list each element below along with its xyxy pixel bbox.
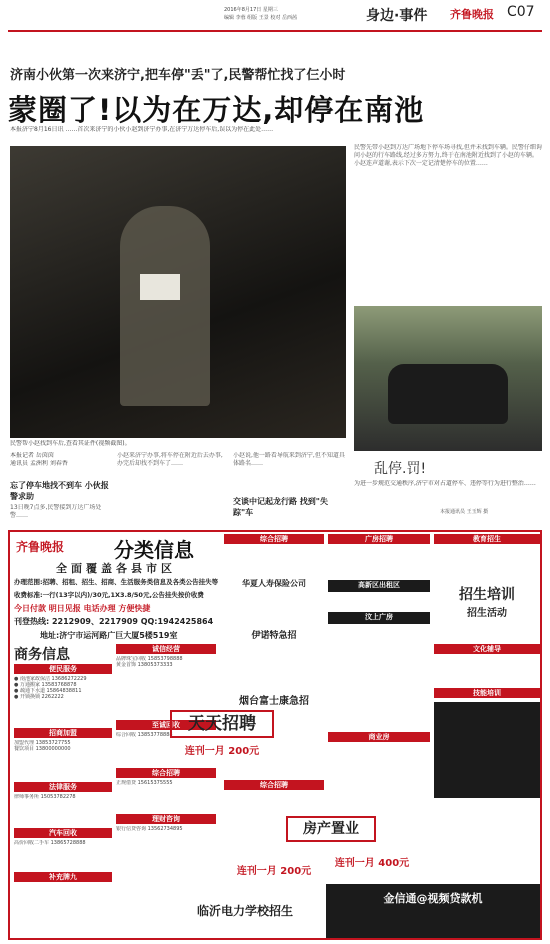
classified-scope: 办理范围:招聘、招租、招生、招商、生活服务类信息及各类公告挂失等 [14,578,219,586]
ad-real-estate: 房产置业 [286,816,376,842]
col4-head-2: 高新区出租区 [328,580,430,592]
article-body-2: 小赵来济宁办事,将车停在附近后去办事,办完后却找不到车了…… [117,452,223,467]
subhead-1: 忘了停车地找不到车 小伙报警求助 [10,481,109,501]
sidebar-head-extra: 补充牌九 [14,872,112,882]
col2-head-2: 至诚回收 [116,720,216,730]
classified-brand: 齐鲁晚报 [16,540,65,554]
article-photo-cars [354,306,542,451]
photo2-caption: 为进一步规范交通秩序,济宁市对占道停车、违停等行为进行整治…… [354,480,536,487]
byline-2: 通讯员 孟洲利 刘春香 [10,460,68,467]
ad-tiantian: 天天招聘 [170,710,274,738]
col4-head-4: 商业房 [328,732,430,742]
col5-head-2: 招生培训 [459,587,515,603]
classified-phone[interactable]: 刊登热线: 2212909、2217909 QQ:1942425864 [14,617,214,626]
classified-slogan: 今日付款 明日见报 电话办理 方便快捷 [14,604,151,613]
ad-video-loan: 金信通@视频贷款机 [326,884,540,938]
sidebar-list-2: 加盟代理 13853727755 餐饮项目 13800000000 [14,740,71,752]
editor-credits: 编辑 李蓉 组版 王景 校对 岳西茜 [224,15,297,21]
photo-car [388,364,508,424]
col3-head-2: 华夏人寿保险公司 [242,579,306,588]
col3-head-1: 综合招聘 [224,534,324,544]
price-tag-1: 连刊一月 200元 [184,746,260,757]
classified-section [8,530,542,940]
photo1-caption: 民警帮小赵找到车后,查看其证件(视频截图)。 [10,440,131,447]
col2-head-3: 综合招聘 [116,768,216,778]
photo-paper [140,274,180,300]
col4-head-3: 汶上广房 [328,612,430,624]
subhead-2: 交谈中记起龙行路 找到"失踪"车 [233,497,328,517]
article-body-3: 小赵说,他一路看导航来到济宁,但不知道具体路名…… [233,452,345,467]
article-body-1: 13日晚7点多,民警接到万达广场处警…… [10,504,102,519]
issue-date: 2016年8月17日 星期三 [224,7,278,13]
sidebar-list-1: ● 南池家政保洁 13686272229 ● 万通搬家 13583768878 ● 疏通下水道 15864838811 ● 开锁换锁 2262222 [14,676,87,700]
sidebar-list-3: 律师事务所 15053782278 [14,794,76,800]
col5-head-1: 教育招生 [434,534,540,544]
photo-figure [120,206,210,406]
byline-1: 本报记者 岳茵茵 [10,452,54,459]
price-tag-2: 连刊一月 400元 [334,858,410,869]
sidebar-head-franchise: 招商加盟 [14,728,112,738]
col3-head-4: 烟台富士康急招 [239,696,309,707]
col3-head-5: 综合招聘 [224,780,324,790]
col4-head-1: 广房招聘 [328,534,430,544]
article-lead: 本报济宁8月16日讯 ……首次来济宁的小伙小赵到济宁办事,在济宁万达停车后,误以为停在此处…… [10,126,274,133]
col2-list-2: 综合回收 13853778888 [116,732,173,738]
classified-title: 分类信息 [114,538,194,562]
sidebar-head-auto: 汽车回收 [14,828,112,838]
col5-training-block [434,702,540,798]
page-number: C07 [507,4,535,20]
section-name: 身边·事件 [366,8,428,24]
sidebar-head-legal: 法律服务 [14,782,112,792]
article-kicker: 济南小伙第一次来济宁,把车停"丢"了,民警帮忙找了仨小时 [10,68,346,83]
header-rule [8,30,542,32]
col2-list-4: 银行信贷咨询 13562734895 [116,826,183,832]
col5-head-4: 文化辅导 [434,644,540,654]
sidebar-head-convenience: 便民服务 [14,664,112,674]
photo2-title: 乱停.罚! [374,461,427,477]
classified-address: 地址:济宁市运河路广巨大厦5楼519室 [40,631,178,640]
article-photo-police [10,146,346,438]
newspaper-logo: 齐鲁晚报 [450,8,494,21]
col2-head-1: 诚信经营 [116,644,216,654]
article-text-right: 民警先带小赵到万达广场地下停车场寻找,但并未找到车辆。民警仔细询问小赵的行车路线,经过多方努力,终于在南池附近找到了小赵的车辆。小赵连声道谢,表示下次一定记清楚停车的位置…… [354,144,542,167]
classified-price: 收费标准:一行(13字以内)/30元,1X3.8/50元,公告挂失按价收费 [14,591,204,599]
col2-list-1: 品牌珠宝回收 15853798888 黄金首饰 13805373333 [116,656,183,668]
col5-head-3: 招生活动 [467,608,507,619]
col2-list-3: 正规借贷 15615375555 [116,780,173,786]
price-tag-3: 连刊一月 200元 [236,866,312,877]
ad-linyi-school: 临沂电力学校招生 [196,904,293,918]
col2-head-4: 理财咨询 [116,814,216,824]
photo2-credit: 本报通讯员 王玉辉 摄 [440,509,489,515]
col3-head-3: 伊诺特急招 [251,631,297,641]
article-headline: 蒙圈了!以为在万达,却停在南池 [8,93,425,127]
sidebar-list-4: 高价回收二手车 13865728888 [14,840,86,846]
business-info-title: 商务信息 [14,647,70,663]
col5-head-5: 技能培训 [434,688,540,698]
classified-subtitle: 全面覆盖各县市区 [56,562,176,575]
